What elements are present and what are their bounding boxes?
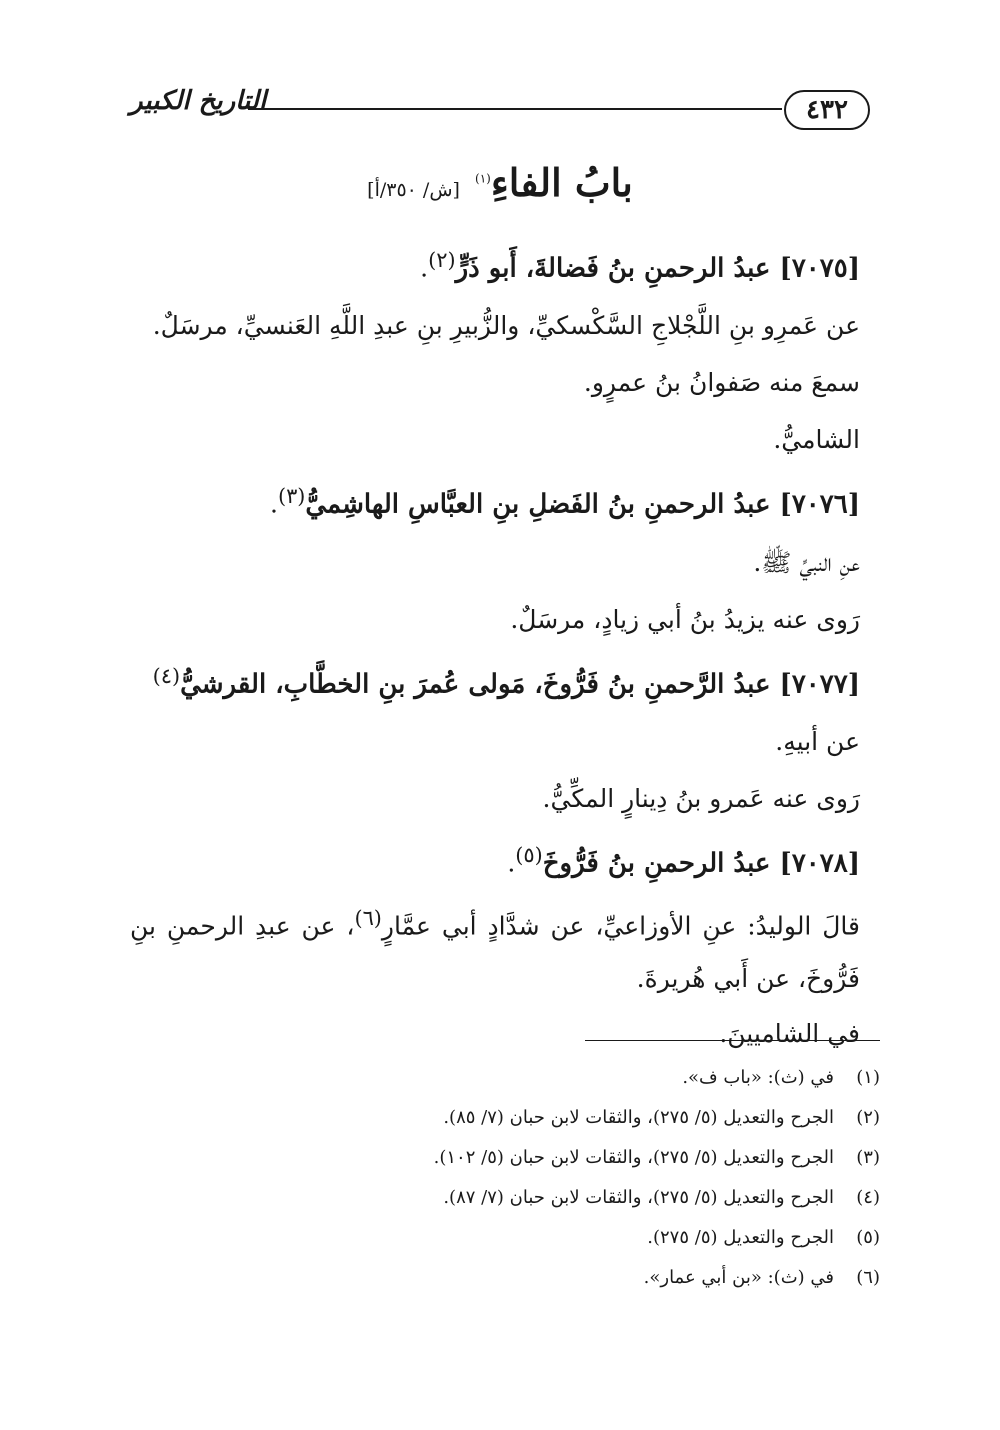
- entry-end: .: [270, 489, 278, 519]
- text-line: رَوى عنه يزيدُ بنُ أبي زيادٍ، مرسَلٌ.: [510, 604, 860, 634]
- entry-name: عبدُ الرَّحمنِ بنُ فَرُّوخَ، مَولى عُمرَ بنِ الخطَّابِ، القرشيُّ: [180, 668, 771, 699]
- paragraph-text: ، عن عبدِ الرحمنِ بنِ فَرُّوخَ، عن أَبي هُريرةَ.: [130, 911, 860, 993]
- chapter-title-text: بابُ الفاءِ: [490, 160, 633, 205]
- text-line: عن عَمرِو بنِ اللَّجْلاجِ السَّكْسكيِّ، والزُّبيرِ بنِ عبدِ اللَّهِ العَنسيِّ، مرسَلٌ.: [152, 311, 860, 341]
- page-number: ٤٣٢: [784, 90, 870, 130]
- footnote-mark: (٢): [428, 248, 456, 272]
- footnote-mark: (٣): [277, 484, 306, 509]
- text-line: رَوى عنه عَمرو بنُ دِينارٍ المكِّيُّ.: [542, 783, 860, 813]
- footnote-divider: [585, 1040, 880, 1041]
- paragraph-text: قالَ الوليدُ: عنِ الأوزاعيِّ، عن شدَّادٍ أبي عمَّارٍ: [381, 911, 860, 941]
- text-line: عنِ النبيِّ ﷺ.: [753, 547, 860, 577]
- chapter-heading: [0, 160, 1000, 205]
- text-line: عن أبيهِ.: [775, 726, 860, 756]
- footnote-number: (٦): [856, 1267, 880, 1288]
- footnote-number: (٥): [856, 1227, 880, 1248]
- footnote-text: الجرح والتعديل (٥/ ٢٧٥).: [647, 1227, 834, 1248]
- entry-title: [456, 253, 860, 283]
- entry-name: عبدُ الرحمنِ بنُ فَضالةَ، أَبو ذَرٍّ: [455, 253, 771, 284]
- page-header: [130, 86, 870, 136]
- footnote-text: الجرح والتعديل (٥/ ٢٧٥)، والثقات لابن حبان (٥/ ١٠٢).: [433, 1147, 834, 1168]
- footnote: [280, 1138, 880, 1178]
- entry-number: [٧٠٧٨]: [779, 848, 860, 879]
- entry-title: [180, 669, 860, 699]
- entry-number: [٧٠٧٥]: [779, 253, 860, 284]
- closing-line: في الشاميينَ.: [719, 1018, 860, 1048]
- chapter-title: [475, 160, 633, 205]
- footnote-text: الجرح والتعديل (٥/ ٢٧٥)، والثقات لابن حبان (٧/ ٨٧).: [443, 1187, 834, 1208]
- footnote-number: (٣): [856, 1147, 880, 1168]
- footnote-number: (١): [856, 1067, 880, 1088]
- footnote: [280, 1258, 880, 1298]
- footnote: [280, 1058, 880, 1098]
- entry-number: [٧٠٧٦]: [779, 489, 860, 520]
- header-rule: [248, 108, 782, 110]
- footnote-mark: (٥): [515, 842, 543, 867]
- main-text: [130, 232, 860, 1062]
- chapter-manuscript-ref: [ش/ ٣٥٠/أ]: [367, 179, 460, 201]
- text-line: سمعَ منه صَفوانُ بنُ عمرٍو.: [583, 368, 860, 398]
- footnote-number: (٢): [856, 1107, 880, 1128]
- paragraph: [130, 892, 860, 1004]
- footnote-text: في (ث): «باب ف».: [682, 1067, 834, 1088]
- footnotes: [280, 1058, 880, 1298]
- entry-title: [543, 848, 860, 878]
- entry-name: عبدُ الرحمنِ بنُ فَرُّوخَ: [542, 848, 771, 879]
- footnote-text: الجرح والتعديل (٥/ ٢٧٥)، والثقات لابن حبان (٧/ ٨٥).: [443, 1107, 834, 1128]
- footnote: [280, 1098, 880, 1138]
- text-line: الشاميُّ.: [773, 425, 860, 455]
- entry-title: [305, 490, 860, 520]
- entry-end: .: [507, 848, 516, 878]
- entry-number: [٧٠٧٧]: [779, 668, 860, 699]
- footnote: [280, 1178, 880, 1218]
- footnote-mark: (٦): [354, 906, 382, 931]
- entry-end: .: [420, 253, 429, 283]
- footnote-text: في (ث): «بن أبي عمار».: [643, 1267, 834, 1288]
- entry-line: [130, 648, 860, 713]
- footnote-mark: (٤): [152, 663, 181, 688]
- entry-name: عبدُ الرحمنِ بنُ الفَضلِ بنِ العبَّاسِ الهاشِميُّ: [305, 489, 771, 520]
- book-title: التاريخ الكبير: [130, 86, 267, 116]
- entry-line: [130, 232, 860, 297]
- footnote: [280, 1218, 880, 1258]
- chapter-footnote-mark: (١): [475, 171, 491, 186]
- entry-line: [130, 468, 860, 533]
- entry-line: [130, 827, 860, 892]
- footnote-number: (٤): [856, 1187, 880, 1208]
